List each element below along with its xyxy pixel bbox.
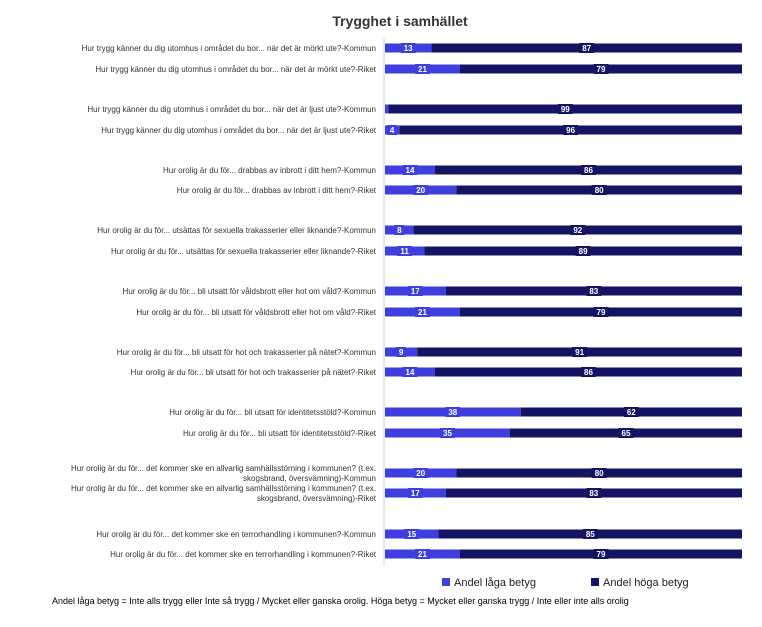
high-value-label: 83 <box>589 489 599 498</box>
high-value-label: 79 <box>596 550 606 559</box>
high-value-label: 91 <box>575 348 585 357</box>
low-value-label: 4 <box>389 126 395 135</box>
category-label <box>101 126 377 135</box>
category-label-line: Hur trygg känner du dig utomhus i området du bor... när det är mörkt ute?-Riket <box>95 65 376 74</box>
high-value-label: 80 <box>594 469 604 478</box>
category-label <box>87 105 376 114</box>
high-value-label: 86 <box>584 166 593 175</box>
low-value-label: 20 <box>416 469 426 478</box>
category-label <box>177 186 377 195</box>
low-value-label: 21 <box>418 308 427 317</box>
category-label-line: Hur orolig är du för... drabbas av inbrott i ditt hem?-Kommun <box>163 166 376 175</box>
high-value-label: 96 <box>566 126 576 135</box>
category-label <box>117 348 376 357</box>
high-value-label: 99 <box>560 105 570 114</box>
legend-label-high: Andel höga betyg <box>603 577 689 589</box>
category-label-line: Hur trygg känner du dig utomhus i området du bor... när det är mörkt ute?-Kommun <box>81 44 376 53</box>
bar-low <box>385 105 389 114</box>
category-label <box>96 530 376 539</box>
category-label-line: Hur orolig är du för... drabbas av inbrott i ditt hem?-Riket <box>176 186 376 195</box>
category-label-line: Hur orolig är du för... utsättas för sexuella trakasserier eller liknande?-Kommun <box>97 226 376 235</box>
legend-swatch-low <box>442 578 450 586</box>
high-value-label: 89 <box>578 247 588 256</box>
high-value-label: 86 <box>584 368 593 377</box>
low-value-label: 35 <box>443 429 452 438</box>
legend <box>442 577 689 589</box>
category-label-line: Hur trygg känner du dig utomhus i området du bor... när det är ljust ute?-Kommun <box>87 105 376 114</box>
category-label-line: Hur orolig är du för... bli utsatt för identitetsstöld?-Kommun <box>169 408 376 417</box>
low-value-label: 13 <box>403 44 413 53</box>
low-value-label: 17 <box>410 287 420 296</box>
category-label-line: Hur orolig är du för... bli utsatt för identitetsstöld?-Riket <box>183 429 376 438</box>
legend-label-low: Andel låga betyg <box>454 577 536 589</box>
footnote: Andel låga betyg = Inte alls trygg eller Inte så trygg / Mycket eller ganska orolig. Höga betyg = Mycket eller ganska trygg / Inte eller inte alls orolig <box>52 596 629 606</box>
high-value-label: 65 <box>621 429 631 438</box>
category-label-line: Hur orolig är du för... det kommer ske en allvarlig samhällsstörning i kommunen? (t.ex. <box>70 464 376 473</box>
low-value-label: 14 <box>405 166 415 175</box>
category-label <box>169 408 376 417</box>
low-value-label: 11 <box>400 247 409 256</box>
low-value-label: 38 <box>448 408 458 417</box>
low-value-label: 21 <box>418 550 427 559</box>
category-label <box>136 308 376 317</box>
low-value-label: 9 <box>398 348 404 357</box>
low-value-label: 8 <box>397 226 402 235</box>
category-label-line: skogsbrand, översvämning)-Riket <box>256 494 376 503</box>
category-label-line: Hur trygg känner du dig utomhus i området du bor... när det är ljust ute?-Riket <box>101 126 376 135</box>
high-value-label: 79 <box>596 65 606 74</box>
legend-swatch-high <box>591 578 599 586</box>
category-label-line: skogsbrand, översvämning)-Kommun <box>243 474 376 483</box>
low-value-label: 17 <box>410 489 420 498</box>
high-value-label: 83 <box>589 287 599 296</box>
category-label-line: Hur orolig är du för... bli utsatt för våldsbrott eller hot om våld?-Riket <box>136 308 376 317</box>
low-value-label: 21 <box>418 65 427 74</box>
category-label <box>183 429 377 438</box>
category-label-line: Hur orolig är du för... det kommer ske en terrorhandling i kommunen?-Kommun <box>96 530 376 539</box>
bar-rows <box>71 43 742 559</box>
category-label <box>97 226 376 235</box>
high-value-label: 87 <box>582 44 592 53</box>
category-label-line: Hur orolig är du för... bli utsatt för hot och trakasserier på nätet?-Riket <box>130 368 376 377</box>
high-value-label: 92 <box>573 226 583 235</box>
low-value-label: 14 <box>405 368 415 377</box>
low-value-label: 20 <box>416 186 426 195</box>
category-label <box>131 368 377 377</box>
category-label <box>163 166 376 175</box>
category-label <box>123 287 376 296</box>
category-label <box>110 550 377 559</box>
category-label <box>95 65 376 74</box>
category-label-line: Hur orolig är du för... det kommer ske en allvarlig samhällsstörning i kommunen? (t.ex. <box>70 484 376 493</box>
category-label <box>111 247 377 256</box>
high-value-label: 80 <box>594 186 604 195</box>
high-value-label: 62 <box>626 408 636 417</box>
high-value-label: 85 <box>585 530 595 539</box>
category-label <box>82 44 376 53</box>
high-value-label: 79 <box>596 308 606 317</box>
low-value-label: 15 <box>407 530 417 539</box>
category-label <box>71 464 376 483</box>
chart-title: Trygghet i samhället <box>332 13 468 29</box>
category-label-line: Hur orolig är du för... utsättas för sexuella trakasserier eller liknande?-Riket <box>110 247 376 256</box>
category-label-line: Hur orolig är du för... bli utsatt för hot och trakasserier på nätet?-Kommun <box>116 348 376 357</box>
category-label-line: Hur orolig är du för... bli utsatt för våldsbrott eller hot om våld?-Kommun <box>122 287 376 296</box>
category-label <box>71 484 377 503</box>
category-label-line: Hur orolig är du för... det kommer ske en terrorhandling i kommunen?-Riket <box>110 550 376 559</box>
